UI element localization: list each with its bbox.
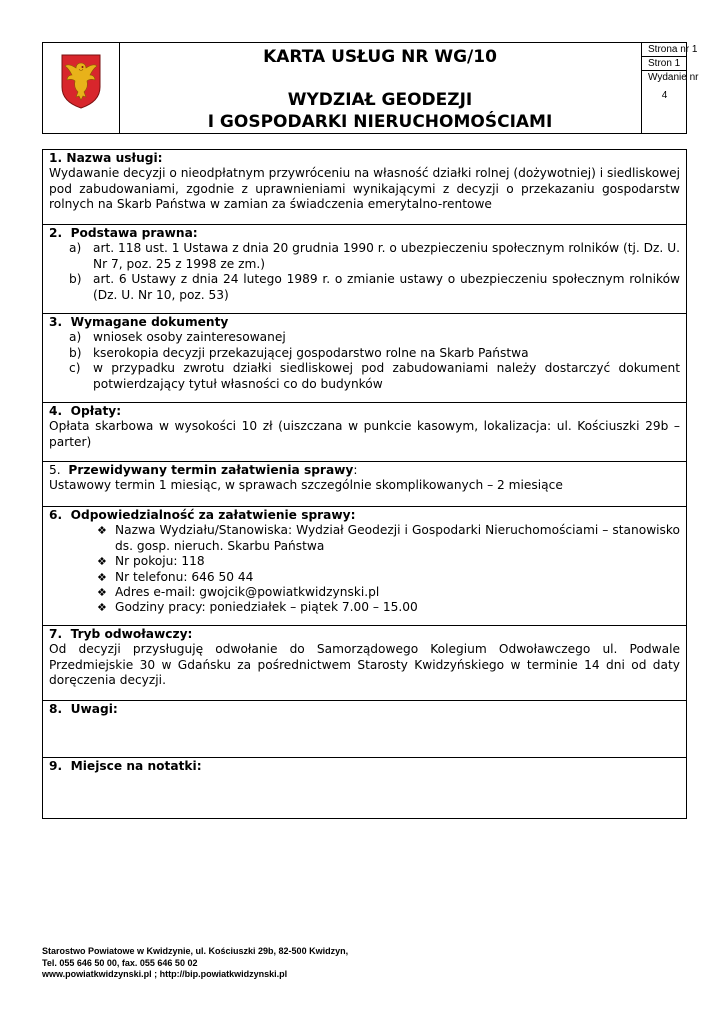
section-title: Podstawa prawna: bbox=[70, 226, 198, 240]
section-title: Uwagi: bbox=[70, 702, 118, 716]
item-label: c) bbox=[69, 361, 81, 376]
list-item bbox=[49, 600, 680, 615]
section-remarks bbox=[42, 700, 687, 758]
section-heading bbox=[49, 627, 680, 642]
item-text: Nazwa Wydziału/Stanowiska: Wydział Geodezji i Gospodarki Nieruchomościami – stanowisko ds. gosp. nieruch. Skarbu Państwa bbox=[115, 523, 680, 553]
section-heading bbox=[49, 508, 680, 523]
section-notes bbox=[42, 757, 687, 819]
section-deadline bbox=[42, 461, 687, 507]
section-text: Wydawanie decyzji o nieodpłatnym przywróceniu na własność działki rolnej (dożywotniej) i siedliskowej pod zabudowaniami, zgodnie z uprawnieniami wynikającymi z decyzji o przekazaniu gospodarstw rolnych na Skarb Państwa w zamian za świadczenia emerytalno-rentowe bbox=[49, 166, 680, 212]
item-label: a) bbox=[69, 330, 82, 345]
item-text: Nr pokoju: 118 bbox=[115, 554, 205, 569]
item-text: Nr telefonu: 646 50 44 bbox=[115, 569, 254, 584]
section-title: Wymagane dokumenty bbox=[70, 315, 229, 329]
section-title: Tryb odwoławczy: bbox=[70, 627, 193, 641]
section-number: 3. bbox=[49, 315, 63, 329]
page-footer bbox=[42, 946, 348, 981]
department-name bbox=[119, 89, 641, 133]
item-text: Adres e-mail: gwojcik@powiatkwidzynski.pl bbox=[115, 585, 380, 600]
item-label: a) bbox=[69, 241, 82, 256]
item-text: kserokopia decyzji przekazującej gospodarstwo rolne na Skarb Państwa bbox=[93, 345, 529, 360]
coat-of-arms-eagle-icon bbox=[60, 53, 102, 109]
section-text: Od decyzji przysługuję odwołanie do Samorządowego Kolegium Odwoławczego ul. Podwale Przedmiejskie 30 w Gdańsku za pośrednictwem Starosty Kwidzyńskiego w terminie 14 dni od daty doręczenia decyzji. bbox=[49, 642, 680, 688]
footer-phone: Tel. 055 646 50 00, fax. 055 646 50 02 bbox=[42, 957, 198, 968]
list-item bbox=[49, 346, 680, 361]
section-heading bbox=[49, 702, 680, 717]
item-text: art. 6 Ustawy z dnia 24 lutego 1989 r. o zmianie ustawy o ubezpieczeniu społecznym rolników (Dz. U. Nr 10, poz. 53) bbox=[93, 272, 680, 302]
diamond-bullet-icon: ❖ bbox=[97, 555, 107, 569]
section-responsibility bbox=[42, 506, 687, 626]
section-number: 4. bbox=[49, 404, 63, 418]
department-line-1: WYDZIAŁ GEODEZJI bbox=[287, 90, 473, 110]
section-text: Opłata skarbowa w wysokości 10 zł (uiszczana w punkcie kasowym, lokalizacja: ul. Kościuszki 29b – parter) bbox=[49, 419, 680, 449]
list-item bbox=[49, 241, 680, 272]
section-heading bbox=[49, 151, 680, 166]
section-heading bbox=[49, 315, 680, 330]
section-number: 6. bbox=[49, 508, 63, 522]
footer-websites: www.powiatkwidzynski.pl ; http://bip.powiatkwidzynski.pl bbox=[42, 969, 288, 979]
diamond-bullet-icon: ❖ bbox=[97, 570, 107, 584]
diamond-bullet-icon: ❖ bbox=[97, 601, 107, 615]
item-text: w przypadku zwrotu działki siedliskowej pod zabudowaniami należy dostarczyć dokument potwierdzający tytuł własności co do budynków bbox=[93, 361, 680, 391]
section-title: Nazwa usługi: bbox=[66, 151, 163, 165]
page-info: Strona nr 1 bbox=[642, 43, 687, 57]
edition-number: 4 bbox=[661, 90, 668, 101]
item-label: b) bbox=[69, 345, 82, 360]
footer-address: Starostwo Powiatowe w Kwidzynie, ul. Kościuszki 29b, 82-500 Kwidzyn, bbox=[42, 946, 349, 956]
section-fees bbox=[42, 402, 687, 462]
section-legal-basis bbox=[42, 224, 687, 314]
section-title: Opłaty: bbox=[70, 404, 122, 418]
section-service-name bbox=[42, 149, 687, 225]
section-text: Ustawowy termin 1 miesiąc, w sprawach szczególnie skomplikowanych – 2 miesiące bbox=[49, 478, 563, 493]
section-appeal bbox=[42, 625, 687, 701]
section-title: Miejsce na notatki: bbox=[70, 759, 202, 773]
list-item bbox=[49, 523, 680, 554]
list-item bbox=[49, 554, 680, 569]
section-heading bbox=[49, 463, 680, 478]
list-item bbox=[49, 272, 680, 303]
item-text: wniosek osoby zainteresowanej bbox=[93, 330, 286, 345]
section-number: 5. bbox=[49, 463, 61, 477]
title-cell bbox=[119, 43, 642, 133]
list-item bbox=[49, 361, 680, 392]
item-label: b) bbox=[69, 272, 82, 287]
section-colon: : bbox=[353, 463, 358, 477]
section-number: 8. bbox=[49, 702, 63, 716]
section-number: 2. bbox=[49, 226, 63, 240]
list-item bbox=[49, 585, 680, 600]
section-number: 9. bbox=[49, 759, 63, 773]
edition-label: Wydanie nr bbox=[648, 72, 699, 83]
item-text: art. 118 ust. 1 Ustawa z dnia 20 grudnia 1990 r. o ubezpieczeniu społecznym rolników (tj. Dz. U. Nr 7, poz. 25 z 1998 ze zm.) bbox=[93, 241, 680, 271]
section-number: 1. bbox=[49, 151, 63, 165]
section-heading bbox=[49, 404, 680, 419]
section-heading bbox=[49, 226, 680, 241]
list-item bbox=[49, 330, 680, 345]
logo-cell bbox=[43, 43, 120, 133]
diamond-bullet-icon: ❖ bbox=[97, 586, 107, 600]
section-title: Odpowiedzialność za załatwienie sprawy: bbox=[70, 508, 356, 522]
card-title: KARTA USŁUG NR WG/10 bbox=[263, 47, 497, 67]
pages-total: Stron 1 bbox=[642, 57, 687, 71]
list-item bbox=[49, 570, 680, 585]
department-line-2: I GOSPODARKI NIERUCHOMOŚCIAMI bbox=[207, 112, 553, 132]
section-heading bbox=[49, 759, 680, 774]
section-title: Przewidywany termin załatwienia sprawy bbox=[68, 463, 354, 477]
section-number: 7. bbox=[49, 627, 63, 641]
section-required-documents bbox=[42, 313, 687, 403]
page-meta bbox=[642, 43, 699, 133]
item-text: Godziny pracy: poniedziałek – piątek 7.00 – 15.00 bbox=[115, 600, 418, 615]
document-header bbox=[42, 42, 699, 134]
diamond-bullet-icon: ❖ bbox=[97, 524, 107, 538]
